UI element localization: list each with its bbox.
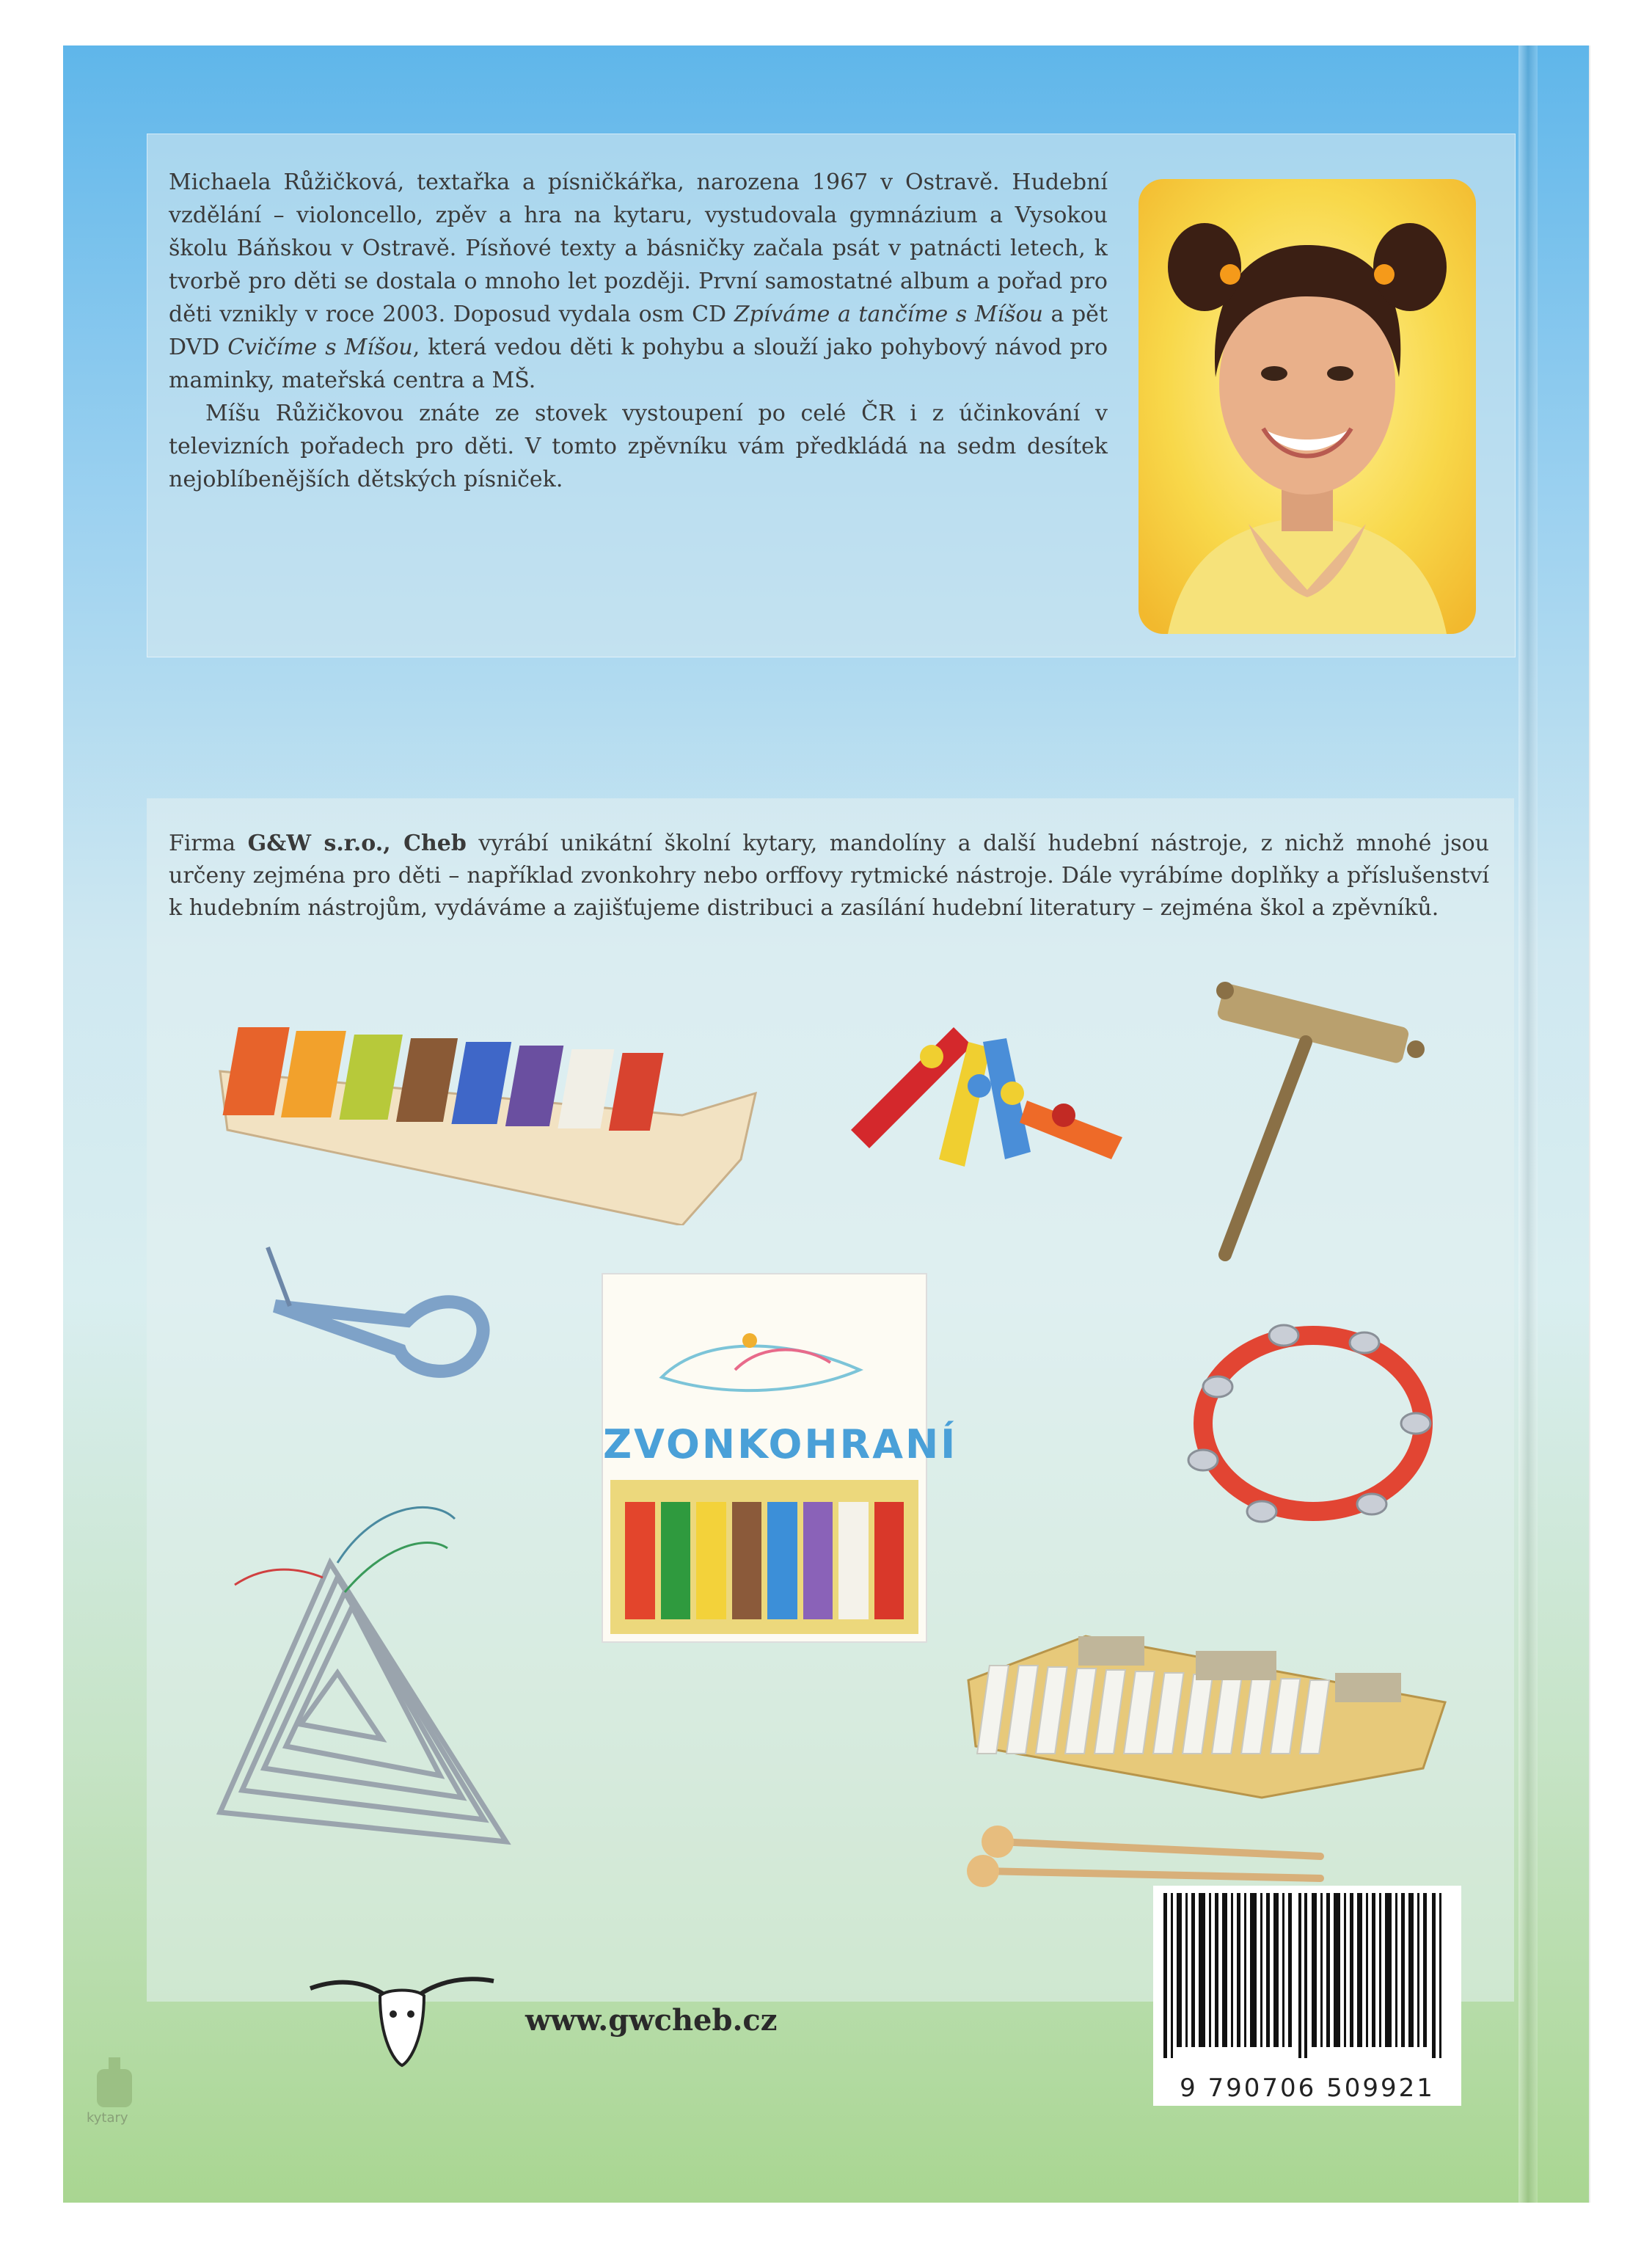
barcode-bars bbox=[1153, 1886, 1461, 2062]
box-keys bbox=[625, 1502, 904, 1619]
bird-drawing bbox=[618, 1311, 911, 1414]
book-spine bbox=[1518, 45, 1538, 2203]
bio-paragraph-2: Míšu Růžičkovou znáte ze stovek vystoupení po celé ČR i z účinkování v televizních pořadech pro děti. V tomto zpěvníku vám předkládá na sedm desítek nejoblíbenějších dětských písniček. bbox=[169, 401, 1108, 492]
glockenspiel-illustration bbox=[213, 1005, 763, 1225]
ratchet-illustration bbox=[1196, 976, 1438, 1269]
metallophone-illustration bbox=[954, 1555, 1482, 1900]
triangles-illustration bbox=[191, 1475, 572, 1856]
kytary-watermark-text: kytary bbox=[87, 2110, 128, 2126]
author-bio bbox=[169, 166, 1108, 496]
company-text: Firma G&W s.r.o., Cheb vyrábí unikátní školní kytary, mandolíny a další hudební nástroje, z nichž mnohé jsou určeny zejména pro děti – například zvonkohry nebo orffovy rytmické nástroje. Dále vyrábíme doplňky a příslušenství k hudebním nástrojům, vydáváme a zajišťujeme distribuci a zasílání hudební literatury – zejména škol a zpěvníků. bbox=[169, 831, 1489, 921]
tambourine-illustration bbox=[1174, 1313, 1452, 1541]
company-website[interactable]: www.gwcheb.cz bbox=[525, 2003, 778, 2038]
bio-paragraph-1: Michaela Růžičková, textařka a písničkářka, narozena 1967 v Ostravě. Hudební vzdělání – violoncello, zpěv a hra na kytaru, vystudovala gymnázium a Vysokou školu Báňskou v Ostravě. Písňové texty a básničky začala psát v patnácti letech, k tvorbě pro děti se dostala o mnoho let později. První samostatné album a pořad pro děti vznikly v roce 2003. Doposud vydala osm CD Zpíváme a tančíme s Míšou a pět DVD Cvičíme s Míšou, která vedou děti k pohybu a slouží jako pohybový návod pro maminky, mateřská centra a MŠ. bbox=[169, 169, 1108, 393]
gw-bull-logo bbox=[307, 1959, 497, 2069]
box-title: ZVONKOHRANÍ bbox=[603, 1421, 958, 1467]
kazoos-illustration bbox=[844, 1013, 1130, 1181]
author-photo bbox=[1139, 179, 1476, 634]
isbn-barcode bbox=[1153, 1886, 1461, 2106]
zvonkohrani-product-box bbox=[602, 1273, 958, 1643]
jaw-harp-illustration bbox=[260, 1240, 502, 1387]
isbn-number: 9 790706 509921 bbox=[1180, 2074, 1435, 2103]
